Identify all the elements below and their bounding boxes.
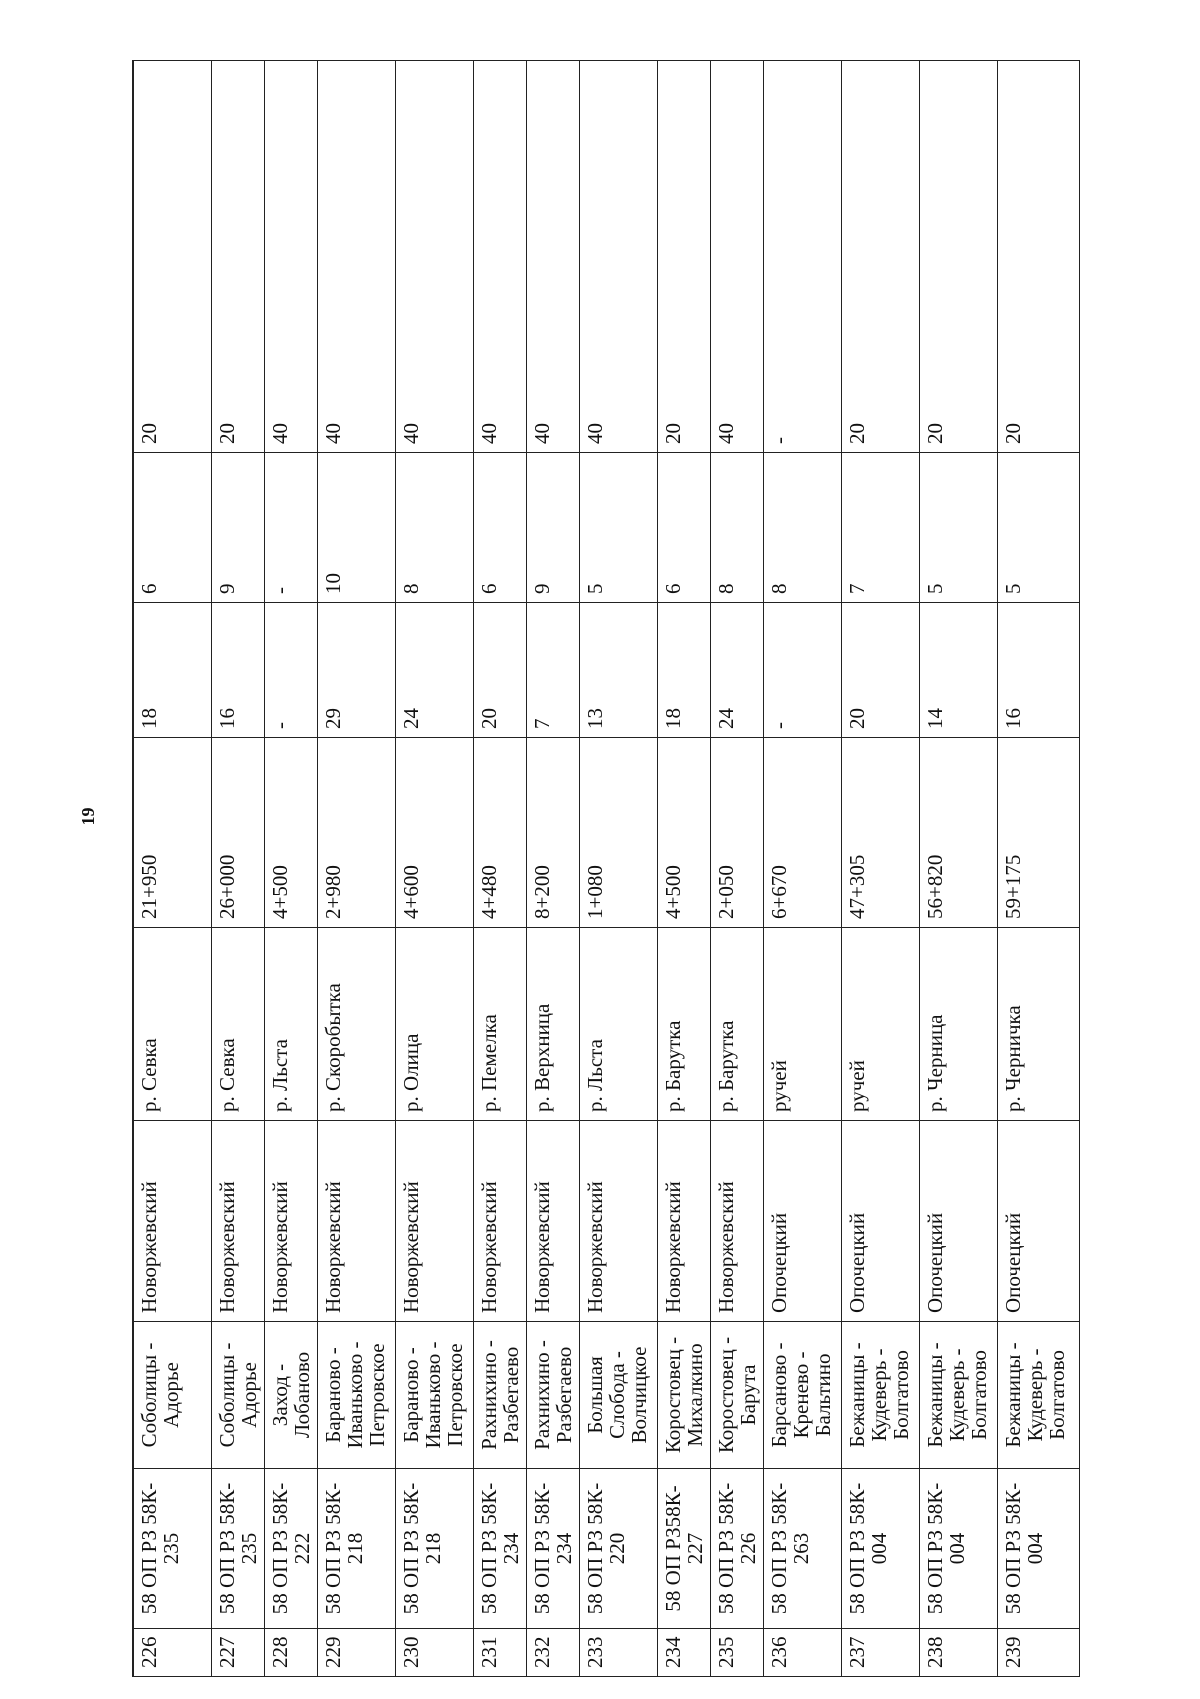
cell-value-2 [526, 453, 579, 603]
cell-kilometer-mark [133, 738, 211, 928]
district-name-text: Новоржевский [214, 1181, 239, 1313]
district-name-text: Новоржевский [267, 1181, 292, 1313]
cell-road-name [841, 1322, 919, 1469]
cell-watercourse-name [763, 928, 841, 1121]
district-name-text: Новоржевский [476, 1181, 501, 1313]
kilometer-mark-text: 6+670 [766, 865, 791, 919]
cell-road-code [997, 1469, 1079, 1629]
cell-district-name [211, 1121, 264, 1322]
road-name-text: Барсаново - Кренево - Бальтино [766, 1342, 835, 1448]
bridge-table-container [132, 61, 1077, 1677]
value-2-text: 6 [660, 583, 685, 594]
cell-road-name [997, 1322, 1079, 1469]
row-number-text: 229 [320, 1636, 345, 1668]
value-2-text: 5 [1000, 583, 1025, 594]
value-1-text: - [766, 722, 791, 729]
value-2-text: 6 [476, 583, 501, 594]
cell-watercourse-name [710, 928, 763, 1121]
value-1-text: 18 [137, 708, 161, 729]
watercourse-name-text: ручей [766, 1060, 791, 1112]
kilometer-mark-text: 4+500 [267, 865, 292, 919]
district-name-text: Новоржевский [713, 1181, 738, 1313]
watercourse-name-text: р. Льста [267, 1039, 292, 1112]
value-1-text: 14 [922, 708, 947, 729]
cell-kilometer-mark [657, 738, 710, 928]
table-row [997, 61, 1079, 1677]
cell-district-name [473, 1121, 526, 1322]
district-name-text: Опочецкий [766, 1212, 791, 1313]
value-3-text: 20 [844, 423, 869, 444]
value-1-text: 29 [320, 708, 345, 729]
cell-watercourse-name [317, 928, 395, 1121]
cell-district-name [526, 1121, 579, 1322]
cell-row-number [395, 1629, 473, 1677]
cell-value-2 [841, 453, 919, 603]
cell-value-3 [264, 61, 317, 453]
value-3-text: 40 [398, 423, 423, 444]
cell-value-3 [211, 61, 264, 453]
cell-road-name [579, 1322, 657, 1469]
cell-value-3 [395, 61, 473, 453]
value-3-text: 40 [529, 423, 554, 444]
value-3-text: 40 [320, 423, 345, 444]
cell-value-2 [473, 453, 526, 603]
cell-district-name [763, 1121, 841, 1322]
value-3-text: 20 [1000, 423, 1025, 444]
kilometer-mark-text: 21+950 [137, 854, 161, 919]
row-number-text: 227 [214, 1636, 239, 1668]
cell-road-name [763, 1322, 841, 1469]
kilometer-mark-text: 26+000 [214, 854, 239, 919]
cell-row-number [211, 1629, 264, 1677]
district-name-text: Опочецкий [922, 1212, 947, 1313]
cell-value-3 [317, 61, 395, 453]
row-number-text: 235 [713, 1636, 738, 1668]
road-name-text: Соболицы - Адорье [137, 1342, 183, 1448]
cell-value-1 [395, 603, 473, 738]
cell-row-number [763, 1629, 841, 1677]
road-code-text: 58 ОП РЗ 58К- 218 [320, 1482, 367, 1615]
kilometer-mark-text: 1+080 [582, 865, 607, 919]
value-1-text: 7 [529, 718, 554, 729]
watercourse-name-text: р. Севка [137, 1038, 161, 1112]
page-number: 19 [78, 807, 98, 826]
kilometer-mark-text: 4+480 [476, 865, 501, 919]
cell-watercourse-name [473, 928, 526, 1121]
cell-district-name [264, 1121, 317, 1322]
cell-road-code [657, 1469, 710, 1629]
road-name-text: Соболицы - Адорье [214, 1342, 261, 1448]
cell-road-code [526, 1469, 579, 1629]
cell-value-3 [710, 61, 763, 453]
table-row [710, 61, 763, 1677]
value-2-text: 10 [320, 573, 345, 594]
table-row [526, 61, 579, 1677]
cell-value-2 [657, 453, 710, 603]
cell-kilometer-mark [211, 738, 264, 928]
value-3-text: 20 [660, 423, 685, 444]
cell-value-2 [763, 453, 841, 603]
watercourse-name-text: р. Барутка [660, 1020, 685, 1112]
cell-row-number [264, 1629, 317, 1677]
cell-value-2 [395, 453, 473, 603]
cell-value-1 [526, 603, 579, 738]
row-number-text: 239 [1000, 1636, 1025, 1668]
road-name-text: Бежаницы - Кудеверь - Болгатово [1000, 1342, 1069, 1448]
cell-road-name [211, 1322, 264, 1469]
cell-kilometer-mark [526, 738, 579, 928]
cell-watercourse-name [526, 928, 579, 1121]
kilometer-mark-text: 4+500 [660, 865, 685, 919]
cell-kilometer-mark [395, 738, 473, 928]
kilometer-mark-text: 59+175 [1000, 854, 1025, 919]
cell-value-1 [317, 603, 395, 738]
watercourse-name-text: р. Верхница [529, 1003, 554, 1112]
cell-row-number [919, 1629, 997, 1677]
value-3-text: - [766, 437, 791, 444]
kilometer-mark-text: 8+200 [529, 865, 554, 919]
cell-road-name [919, 1322, 997, 1469]
cell-watercourse-name [211, 928, 264, 1121]
cell-value-2 [997, 453, 1079, 603]
cell-road-code [841, 1469, 919, 1629]
cell-row-number [317, 1629, 395, 1677]
road-name-text: Бараново - Иваньково - Петровское [398, 1341, 467, 1449]
value-2-text: 5 [582, 583, 607, 594]
kilometer-mark-text: 2+980 [320, 865, 345, 919]
cell-value-1 [133, 603, 211, 738]
value-3-text: 20 [922, 423, 947, 444]
road-name-text: Коростовец - Барута [713, 1336, 760, 1454]
cell-value-3 [763, 61, 841, 453]
value-1-text: 24 [398, 708, 423, 729]
cell-value-1 [710, 603, 763, 738]
cell-value-3 [657, 61, 710, 453]
cell-value-3 [579, 61, 657, 453]
cell-road-code [133, 1469, 211, 1629]
watercourse-name-text: р. Льста [582, 1039, 607, 1112]
cell-district-name [997, 1121, 1079, 1322]
cell-road-name [526, 1322, 579, 1469]
value-1-text: 24 [713, 708, 738, 729]
cell-road-name [395, 1322, 473, 1469]
cell-value-3 [997, 61, 1079, 453]
value-2-text: 8 [398, 583, 423, 594]
road-code-text: 58 ОП РЗ 58К- 235 [137, 1482, 183, 1615]
row-number-text: 231 [476, 1636, 501, 1668]
table-row [317, 61, 395, 1677]
district-name-text: Новоржевский [582, 1181, 607, 1313]
kilometer-mark-text: 4+600 [398, 865, 423, 919]
road-code-text: 58 ОП РЗ58К- 227 [660, 1485, 707, 1612]
road-name-text: Заход - Лобаново [267, 1351, 314, 1439]
road-code-text: 58 ОП РЗ 58К- 235 [214, 1482, 261, 1615]
road-code-text: 58 ОП РЗ 58К- 004 [922, 1482, 969, 1615]
value-2-text: - [267, 587, 292, 594]
cell-value-2 [264, 453, 317, 603]
cell-row-number [657, 1629, 710, 1677]
cell-value-1 [841, 603, 919, 738]
cell-kilometer-mark [579, 738, 657, 928]
cell-value-2 [579, 453, 657, 603]
cell-road-name [133, 1322, 211, 1469]
value-1-text: 16 [1000, 708, 1025, 729]
cell-road-code [473, 1469, 526, 1629]
road-name-text: Большая Слобода - Волчицкое [582, 1346, 651, 1444]
table-row [133, 61, 211, 1677]
road-code-text: 58 ОП РЗ 58К- 222 [267, 1482, 314, 1615]
district-name-text: Новоржевский [137, 1181, 161, 1313]
cell-watercourse-name [919, 928, 997, 1121]
cell-district-name [317, 1121, 395, 1322]
cell-kilometer-mark [473, 738, 526, 928]
watercourse-name-text: р. Барутка [713, 1020, 738, 1112]
row-number-text: 228 [267, 1636, 292, 1668]
table-row [841, 61, 919, 1677]
value-2-text: 8 [713, 583, 738, 594]
cell-value-1 [264, 603, 317, 738]
road-name-text: Рахнихино - Разбегаево [476, 1340, 523, 1450]
cell-road-code [710, 1469, 763, 1629]
road-code-text: 58 ОП РЗ 58К- 220 [582, 1482, 629, 1615]
cell-row-number [841, 1629, 919, 1677]
district-name-text: Опочецкий [844, 1212, 869, 1313]
cell-watercourse-name [395, 928, 473, 1121]
cell-district-name [657, 1121, 710, 1322]
district-name-text: Опочецкий [1000, 1212, 1025, 1313]
watercourse-name-text: р. Скоробытка [320, 983, 345, 1112]
cell-value-1 [657, 603, 710, 738]
row-number-text: 238 [922, 1636, 947, 1668]
cell-value-2 [133, 453, 211, 603]
table-row [579, 61, 657, 1677]
watercourse-name-text: р. Черница [922, 1014, 947, 1112]
cell-value-3 [841, 61, 919, 453]
road-code-text: 58 ОП РЗ 58К- 218 [398, 1482, 445, 1615]
cell-kilometer-mark [317, 738, 395, 928]
table-row [264, 61, 317, 1677]
cell-road-code [264, 1469, 317, 1629]
cell-value-3 [919, 61, 997, 453]
road-name-text: Коростовец - Михалкино [660, 1336, 707, 1454]
bridge-table [132, 60, 1080, 1677]
cell-road-code [579, 1469, 657, 1629]
value-2-text: 5 [922, 583, 947, 594]
watercourse-name-text: р. Пемелка [476, 1014, 501, 1112]
road-code-text: 58 ОП РЗ 58К- 234 [529, 1482, 576, 1615]
value-1-text: 13 [582, 708, 607, 729]
cell-value-1 [763, 603, 841, 738]
cell-district-name [395, 1121, 473, 1322]
road-code-text: 58 ОП РЗ 58К- 226 [713, 1482, 760, 1615]
cell-watercourse-name [997, 928, 1079, 1121]
value-3-text: 40 [713, 423, 738, 444]
cell-row-number [133, 1629, 211, 1677]
table-row [919, 61, 997, 1677]
road-name-text: Бараново - Иваньково - Петровское [320, 1341, 389, 1449]
row-number-text: 232 [529, 1636, 554, 1668]
road-name-text: Бежаницы - Кудеверь - Болгатово [922, 1342, 991, 1448]
kilometer-mark-text: 56+820 [922, 854, 947, 919]
cell-district-name [579, 1121, 657, 1322]
cell-watercourse-name [133, 928, 211, 1121]
value-1-text: 18 [660, 708, 685, 729]
watercourse-name-text: р. Севка [214, 1038, 239, 1112]
cell-watercourse-name [264, 928, 317, 1121]
cell-road-name [264, 1322, 317, 1469]
table-body [133, 61, 1079, 1677]
road-code-text: 58 ОП РЗ 58К- 234 [476, 1482, 523, 1615]
road-code-text: 58 ОП РЗ 58К- 004 [844, 1482, 891, 1615]
value-2-text: 6 [137, 583, 161, 594]
table-row [473, 61, 526, 1677]
table-row [657, 61, 710, 1677]
cell-value-1 [473, 603, 526, 738]
cell-kilometer-mark [763, 738, 841, 928]
cell-road-code [317, 1469, 395, 1629]
cell-kilometer-mark [841, 738, 919, 928]
value-1-text: 20 [844, 708, 869, 729]
cell-district-name [919, 1121, 997, 1322]
cell-value-1 [579, 603, 657, 738]
watercourse-name-text: ручей [844, 1060, 869, 1112]
value-1-text: 20 [476, 708, 501, 729]
value-3-text: 20 [137, 423, 161, 444]
cell-road-name [473, 1322, 526, 1469]
row-number-text: 233 [582, 1636, 607, 1668]
value-3-text: 40 [582, 423, 607, 444]
cell-kilometer-mark [264, 738, 317, 928]
table-row [763, 61, 841, 1677]
value-2-text: 8 [766, 583, 791, 594]
district-name-text: Новоржевский [660, 1181, 685, 1313]
value-2-text: 7 [844, 583, 869, 594]
cell-value-1 [997, 603, 1079, 738]
cell-value-1 [919, 603, 997, 738]
value-3-text: 40 [476, 423, 501, 444]
cell-value-1 [211, 603, 264, 738]
cell-watercourse-name [579, 928, 657, 1121]
cell-row-number [710, 1629, 763, 1677]
table-row [395, 61, 473, 1677]
cell-watercourse-name [657, 928, 710, 1121]
cell-kilometer-mark [919, 738, 997, 928]
cell-district-name [710, 1121, 763, 1322]
district-name-text: Новоржевский [398, 1181, 423, 1313]
cell-value-2 [919, 453, 997, 603]
cell-row-number [997, 1629, 1079, 1677]
cell-watercourse-name [841, 928, 919, 1121]
row-number-text: 234 [660, 1636, 685, 1668]
cell-road-code [395, 1469, 473, 1629]
cell-value-3 [473, 61, 526, 453]
cell-district-name [133, 1121, 211, 1322]
kilometer-mark-text: 47+305 [844, 854, 869, 919]
cell-value-2 [317, 453, 395, 603]
cell-kilometer-mark [997, 738, 1079, 928]
road-code-text: 58 ОП РЗ 58К- 263 [766, 1482, 813, 1615]
cell-road-code [919, 1469, 997, 1629]
cell-kilometer-mark [710, 738, 763, 928]
row-number-text: 236 [766, 1636, 791, 1668]
row-number-text: 230 [398, 1636, 423, 1668]
value-2-text: 9 [529, 583, 554, 594]
row-number-text: 237 [844, 1636, 869, 1668]
district-name-text: Новоржевский [320, 1181, 345, 1313]
value-2-text: 9 [214, 583, 239, 594]
row-number-text: 226 [137, 1636, 161, 1668]
value-3-text: 20 [214, 423, 239, 444]
cell-road-name [317, 1322, 395, 1469]
cell-road-name [710, 1322, 763, 1469]
road-name-text: Рахнихино - Разбегаево [529, 1340, 576, 1450]
cell-row-number [579, 1629, 657, 1677]
road-code-text: 58 ОП РЗ 58К- 004 [1000, 1482, 1047, 1615]
cell-value-3 [526, 61, 579, 453]
watercourse-name-text: р. Олица [398, 1033, 423, 1112]
cell-value-3 [133, 61, 211, 453]
kilometer-mark-text: 2+050 [713, 865, 738, 919]
cell-road-code [211, 1469, 264, 1629]
table-row [211, 61, 264, 1677]
cell-row-number [526, 1629, 579, 1677]
cell-road-code [763, 1469, 841, 1629]
cell-district-name [841, 1121, 919, 1322]
cell-value-2 [710, 453, 763, 603]
cell-road-name [657, 1322, 710, 1469]
cell-value-2 [211, 453, 264, 603]
watercourse-name-text: р. Черничка [1000, 1005, 1025, 1112]
value-1-text: - [267, 722, 292, 729]
road-name-text: Бежаницы - Кудеверь - Болгатово [844, 1342, 913, 1448]
district-name-text: Новоржевский [529, 1181, 554, 1313]
value-3-text: 40 [267, 423, 292, 444]
value-1-text: 16 [214, 708, 239, 729]
cell-row-number [473, 1629, 526, 1677]
